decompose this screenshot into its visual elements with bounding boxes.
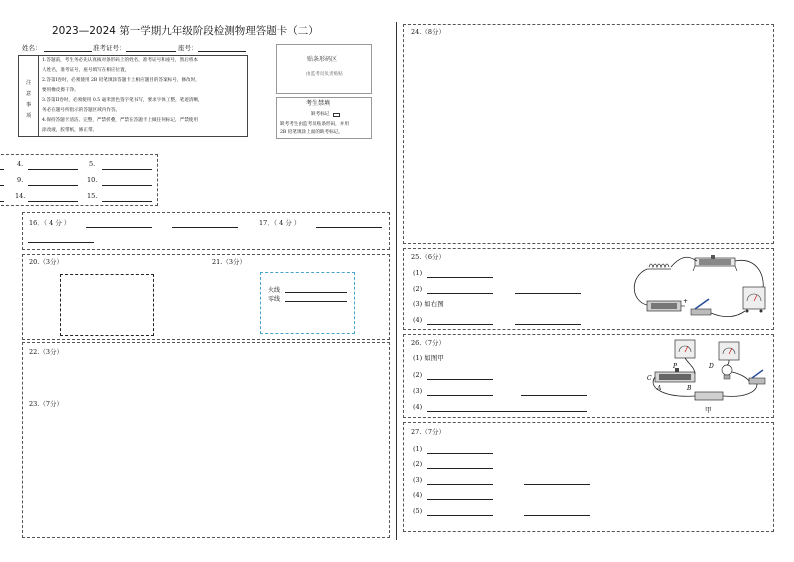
slide-rheostat-icon <box>655 368 695 382</box>
answer-line[interactable] <box>28 185 78 186</box>
question-number: 5. <box>89 160 96 168</box>
neutral-wire-label: 零线 <box>268 296 281 303</box>
notice-line: 涂改液，胶带纸，修正带。 <box>42 128 98 133</box>
q25-item: (1) <box>413 269 423 277</box>
q23-label: 23.（7分） <box>29 400 63 408</box>
notice-line: 4.保持答题卡清洁、完整，严禁折叠，严禁在答题卡上做任何标记，严禁使用 <box>42 118 198 123</box>
answer-line[interactable] <box>427 395 493 396</box>
q25-label: 25.（6分） <box>411 253 445 261</box>
q26-item: (3) <box>413 387 423 395</box>
absence-desc: 2B 铅笔填涂上面的缺考标记。 <box>280 130 343 135</box>
neutral-wire-line <box>285 301 347 302</box>
question-number: 14. <box>15 192 26 200</box>
notice-line: 2.答第I卷时，必须使用 2B 铅笔填涂答题卡上相应题目的答案标号，修改时， <box>42 78 200 83</box>
barcode-subtitle: 由监考员负责贴贴 <box>306 72 343 77</box>
answer-line[interactable] <box>28 201 78 202</box>
q16-answer-line[interactable] <box>172 227 238 228</box>
page-title: 2023—2024 第一学期九年级阶段检测物理答题卡（二） <box>52 25 319 37</box>
label-a: A <box>657 385 662 392</box>
svg-text:+: + <box>683 298 689 305</box>
name-field[interactable] <box>44 51 92 52</box>
notice-line: 人姓名，准考证号，座号填写在相应位置， <box>42 68 130 73</box>
question-number: 10. <box>87 176 98 184</box>
switch-icon <box>691 299 711 315</box>
label-p: P <box>673 363 678 370</box>
absence-box <box>276 97 372 139</box>
barcode-area <box>276 44 372 94</box>
answer-line[interactable] <box>524 515 590 516</box>
q22-q23-box <box>22 342 390 538</box>
column-divider <box>396 22 397 540</box>
q24-label: 24.（8分） <box>411 28 445 36</box>
slide-rheostat-icon <box>647 301 685 311</box>
barcode-title: 贴条形码区 <box>307 56 338 63</box>
notice-side: 注 意 事 项 <box>19 56 39 136</box>
answer-line[interactable] <box>102 169 152 170</box>
answer-line[interactable] <box>427 277 493 278</box>
live-wire-line <box>285 292 347 293</box>
q17-answer-line[interactable] <box>28 242 94 243</box>
name-label: 姓名： <box>22 44 42 52</box>
notice-line: 要用橡皮擦干净。 <box>42 88 79 93</box>
label-c: C <box>647 375 652 382</box>
q25-item: (3) 如右图 <box>413 300 444 308</box>
answer-line[interactable] <box>521 395 587 396</box>
figure-caption: 甲 <box>705 406 712 414</box>
rheostat-icon <box>693 255 737 271</box>
q25-item: (2) <box>413 285 423 293</box>
q24-box <box>403 24 774 244</box>
absence-mark-label: 缺考标记 <box>311 112 330 117</box>
q17-label: 17．（ 4 分 ） <box>259 219 301 227</box>
q25-circuit-figure <box>625 249 772 329</box>
q17-answer-line[interactable] <box>316 227 382 228</box>
answer-line[interactable] <box>0 169 4 170</box>
q16-answer-line[interactable] <box>86 227 152 228</box>
q26-item: (1) 如图甲 <box>413 354 444 362</box>
q22-label: 22.（3分） <box>29 348 63 356</box>
exam-no-field[interactable] <box>126 51 176 52</box>
notice-line: 务必在题号所指示的答题区域内作答。 <box>42 108 121 113</box>
answer-line[interactable] <box>427 484 493 485</box>
seat-label: 座号： <box>178 44 198 52</box>
q27-item: (1) <box>413 445 423 453</box>
q16-label: 16．（ 4 分 ） <box>29 219 71 227</box>
q27-item: (5) <box>413 507 423 515</box>
answer-line[interactable] <box>427 411 587 412</box>
question-number: 4. <box>17 160 24 168</box>
q26-item: (4) <box>413 403 423 411</box>
coil-icon <box>647 264 671 269</box>
answer-line[interactable] <box>427 453 493 454</box>
q25-item: (4) <box>413 316 423 324</box>
ammeter-icon <box>719 342 739 360</box>
label-d: D <box>709 363 714 370</box>
exam-no-label: 准考证号： <box>93 44 126 52</box>
answer-line[interactable] <box>427 293 493 294</box>
answer-line[interactable] <box>28 169 78 170</box>
q16-q17-box <box>22 212 390 250</box>
notice-line: 1.答题前，考生务必先认真核对条形码上的姓名，准考证号和座号，然后将本 <box>42 58 198 63</box>
absence-title: 考生禁填 <box>306 100 331 107</box>
live-wire-label: 火线 <box>268 287 281 294</box>
battery-icon <box>695 392 723 400</box>
voltmeter-icon <box>675 340 695 358</box>
notice-line: 3.答第II卷时，必须使用 0.5 毫米黑色签字笔书写，要求字体工整，笔迹清晰， <box>42 98 203 103</box>
answer-line[interactable] <box>427 324 493 325</box>
answer-line[interactable] <box>0 201 4 202</box>
q27-item: (2) <box>413 460 423 468</box>
q27-item: (4) <box>413 491 423 499</box>
q26-label: 26.（7分） <box>411 339 445 347</box>
answer-line[interactable] <box>515 324 581 325</box>
answer-line[interactable] <box>427 468 493 469</box>
seat-field[interactable] <box>198 51 246 52</box>
q20-label: 20.（3分） <box>29 258 63 266</box>
q20-drawing-area[interactable] <box>60 274 154 336</box>
ammeter-icon <box>743 287 765 313</box>
label-b: B <box>687 385 692 392</box>
q27-item: (3) <box>413 476 423 484</box>
q26-item: (2) <box>413 371 423 379</box>
q27-label: 27.（7分） <box>411 428 445 436</box>
question-number: 9. <box>17 176 24 184</box>
q26-circuit-figure <box>645 336 773 416</box>
answer-line[interactable] <box>427 379 493 380</box>
absence-mark-box[interactable] <box>333 113 340 117</box>
absence-desc: 缺考考生由监考员贴条形码，并用 <box>280 122 349 127</box>
answer-line[interactable] <box>515 293 581 294</box>
answer-line[interactable] <box>0 185 4 186</box>
switch-icon <box>749 370 765 384</box>
q21-label: 21.（3分） <box>212 258 246 266</box>
answer-line[interactable] <box>102 201 152 202</box>
notice-box <box>18 55 248 137</box>
answer-line[interactable] <box>102 185 152 186</box>
answer-line[interactable] <box>524 484 590 485</box>
answer-line[interactable] <box>427 499 493 500</box>
bulb-icon <box>722 365 732 379</box>
question-number: 15. <box>87 192 98 200</box>
answer-line[interactable] <box>427 515 493 516</box>
q21-figure-box[interactable] <box>260 272 355 334</box>
